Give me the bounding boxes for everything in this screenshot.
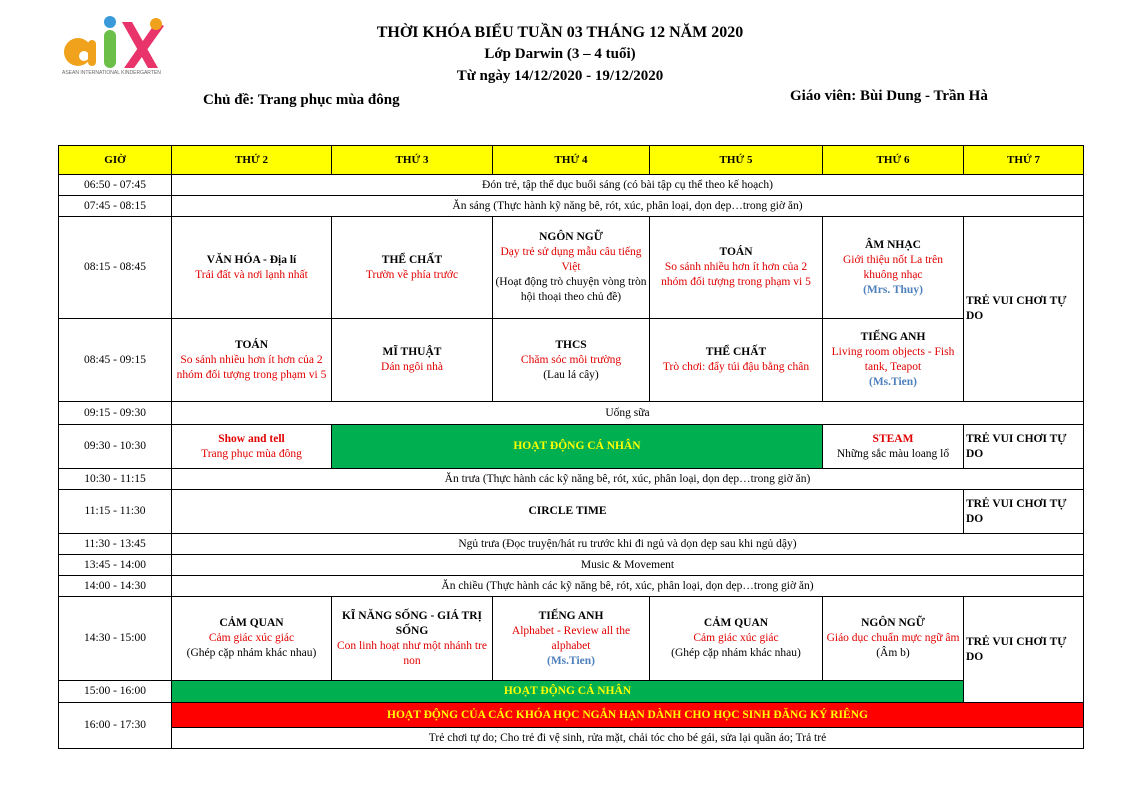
col-header-mon: THỨ 2 [172, 146, 332, 175]
table-row [59, 402, 1084, 425]
table-row [59, 490, 1084, 534]
class-name: Lớp Darwin (3 – 4 tuổi) [484, 46, 636, 62]
time-cell: 13:45 - 14:00 [59, 555, 172, 576]
logo-caption: ASEAN INTERNATIONAL KINDERGARTEN [62, 70, 161, 76]
time-cell: 14:30 - 15:00 [59, 597, 172, 681]
date-range: Từ ngày 14/12/2020 - 19/12/2020 [456, 68, 664, 84]
time-cell: 14:00 - 14:30 [59, 576, 172, 597]
time-cell: 08:15 - 08:45 [59, 217, 172, 319]
lesson-cell: ÂM NHẠC Giới thiệu nốt La trên khuông nhạc (Mrs. Thuy) [823, 217, 964, 319]
free-play-cell: TRẺ VUI CHƠI TỰ DO [964, 425, 1084, 469]
lesson-cell: THỂ CHẤT Trườn về phía trước [332, 217, 493, 319]
time-cell: 07:45 - 08:15 [59, 196, 172, 217]
table-row [59, 217, 1084, 319]
lesson-cell: TIẾNG ANH Alphabet - Review all the alphabet (Ms.Tien) [493, 597, 650, 681]
table-row [59, 319, 1084, 402]
table-row [59, 555, 1084, 576]
lesson-cell: STEAM Những sắc màu loang lổ [823, 425, 964, 469]
activity-cell: Ngủ trưa (Đọc truyện/hát ru trước khi đi ngủ và dọn dẹp sau khi ngủ dậy) [172, 534, 1084, 555]
time-cell: 10:30 - 11:15 [59, 469, 172, 490]
time-cell: 16:00 - 17:30 [59, 703, 172, 749]
lesson-cell: Show and tell Trang phục mùa đông [172, 425, 332, 469]
col-header-sat: THỨ 7 [964, 146, 1084, 175]
lesson-cell: CẢM QUAN Cảm giác xúc giác (Ghép cặp nhám khác nhau) [650, 597, 823, 681]
table-row [59, 425, 1084, 469]
individual-activity-cell: HOẠT ĐỘNG CÁ NHÂN [172, 681, 964, 703]
lesson-cell: KĨ NĂNG SỐNG - GIÁ TRỊ SỐNG Con linh hoạt như một nhánh tre non [332, 597, 493, 681]
table-row [59, 703, 1084, 728]
activity-cell: Music & Movement [172, 555, 1084, 576]
table-row [59, 597, 1084, 681]
col-header-tue: THỨ 3 [332, 146, 493, 175]
schedule-title: THỜI KHÓA BIỂU TUẦN 03 THÁNG 12 NĂM 2020 [376, 24, 744, 41]
circle-time-cell: CIRCLE TIME [172, 490, 964, 534]
table-row [59, 469, 1084, 490]
table-row [59, 534, 1084, 555]
free-play-cell: TRẺ VUI CHƠI TỰ DO [964, 597, 1084, 703]
time-cell: 11:15 - 11:30 [59, 490, 172, 534]
activity-cell: Ăn sáng (Thực hành kỹ năng bê, rót, xúc, phân loại, dọn dẹp…trong giờ ăn) [172, 196, 1084, 217]
lesson-cell: MĨ THUẬT Dán ngôi nhà [332, 319, 493, 402]
table-row [59, 681, 1084, 703]
activity-cell: Trẻ chơi tự do; Cho trẻ đi vệ sinh, rửa mặt, chải tóc cho bé gái, sửa lại quần áo; Trả trẻ [172, 728, 1084, 749]
lesson-cell: CẢM QUAN Cảm giác xúc giác (Ghép cặp nhám khác nhau) [172, 597, 332, 681]
col-header-thu: THỨ 5 [650, 146, 823, 175]
lesson-cell: THỂ CHẤT Trò chơi: đẩy túi đậu bằng chân [650, 319, 823, 402]
topic-label: Chủ đề: Trang phục mùa đông [203, 92, 400, 108]
school-logo [60, 12, 170, 82]
col-header-fri: THỨ 6 [823, 146, 964, 175]
teacher-label: Giáo viên: Bùi Dung - Trần Hà [790, 88, 988, 104]
header-row [59, 146, 1084, 175]
lesson-cell: NGÔN NGỮ Dạy trẻ sử dụng mẫu câu tiếng Việt (Hoạt động trò chuyện vòng tròn hội thoại theo chủ đề) [493, 217, 650, 319]
activity-cell: Ăn trưa (Thực hành các kỹ năng bê, rót, xúc, phân loại, dọn dẹp…trong giờ ăn) [172, 469, 1084, 490]
lesson-cell: TIẾNG ANH Living room objects - Fish tank, Teapot (Ms.Tien) [823, 319, 964, 402]
time-cell: 11:30 - 13:45 [59, 534, 172, 555]
table-row [59, 175, 1084, 196]
lesson-cell: TOÁN So sánh nhiều hơn ít hơn của 2 nhóm đối tượng trong phạm vi 5 [172, 319, 332, 402]
col-header-wed: THỨ 4 [493, 146, 650, 175]
timetable [58, 145, 1084, 749]
activity-cell: Ăn chiều (Thực hành các kỹ năng bê, rót, xúc, phân loại, dọn dẹp…trong giờ ăn) [172, 576, 1084, 597]
table-row [59, 728, 1084, 749]
time-cell: 08:45 - 09:15 [59, 319, 172, 402]
activity-cell: Uống sữa [172, 402, 1084, 425]
lesson-cell: THCS Chăm sóc môi trường (Lau lá cây) [493, 319, 650, 402]
col-header-time: GIỜ [59, 146, 172, 175]
lesson-cell: TOÁN So sánh nhiều hơn ít hơn của 2 nhóm đối tượng trong phạm vi 5 [650, 217, 823, 319]
free-play-cell: TRẺ VUI CHƠI TỰ DO [964, 490, 1084, 534]
individual-activity-cell: HOẠT ĐỘNG CÁ NHÂN [332, 425, 823, 469]
table-row [59, 576, 1084, 597]
time-cell: 06:50 - 07:45 [59, 175, 172, 196]
activity-cell: Đón trẻ, tập thể dục buổi sáng (có bài tập cụ thể theo kế hoạch) [172, 175, 1084, 196]
free-play-cell: TRẺ VUI CHƠI TỰ DO [964, 217, 1084, 402]
table-row [59, 196, 1084, 217]
time-cell: 09:15 - 09:30 [59, 402, 172, 425]
lesson-cell: VĂN HÓA - Địa lí Trái đất và nơi lạnh nhất [172, 217, 332, 319]
time-cell: 15:00 - 16:00 [59, 681, 172, 703]
time-cell: 09:30 - 10:30 [59, 425, 172, 469]
short-course-cell: HOẠT ĐỘNG CỦA CÁC KHÓA HỌC NGẮN HẠN DÀNH CHO HỌC SINH ĐĂNG KÝ RIÊNG [172, 703, 1084, 728]
lesson-cell: NGÔN NGỮ Giáo dục chuẩn mực ngữ âm (Âm b) [823, 597, 964, 681]
